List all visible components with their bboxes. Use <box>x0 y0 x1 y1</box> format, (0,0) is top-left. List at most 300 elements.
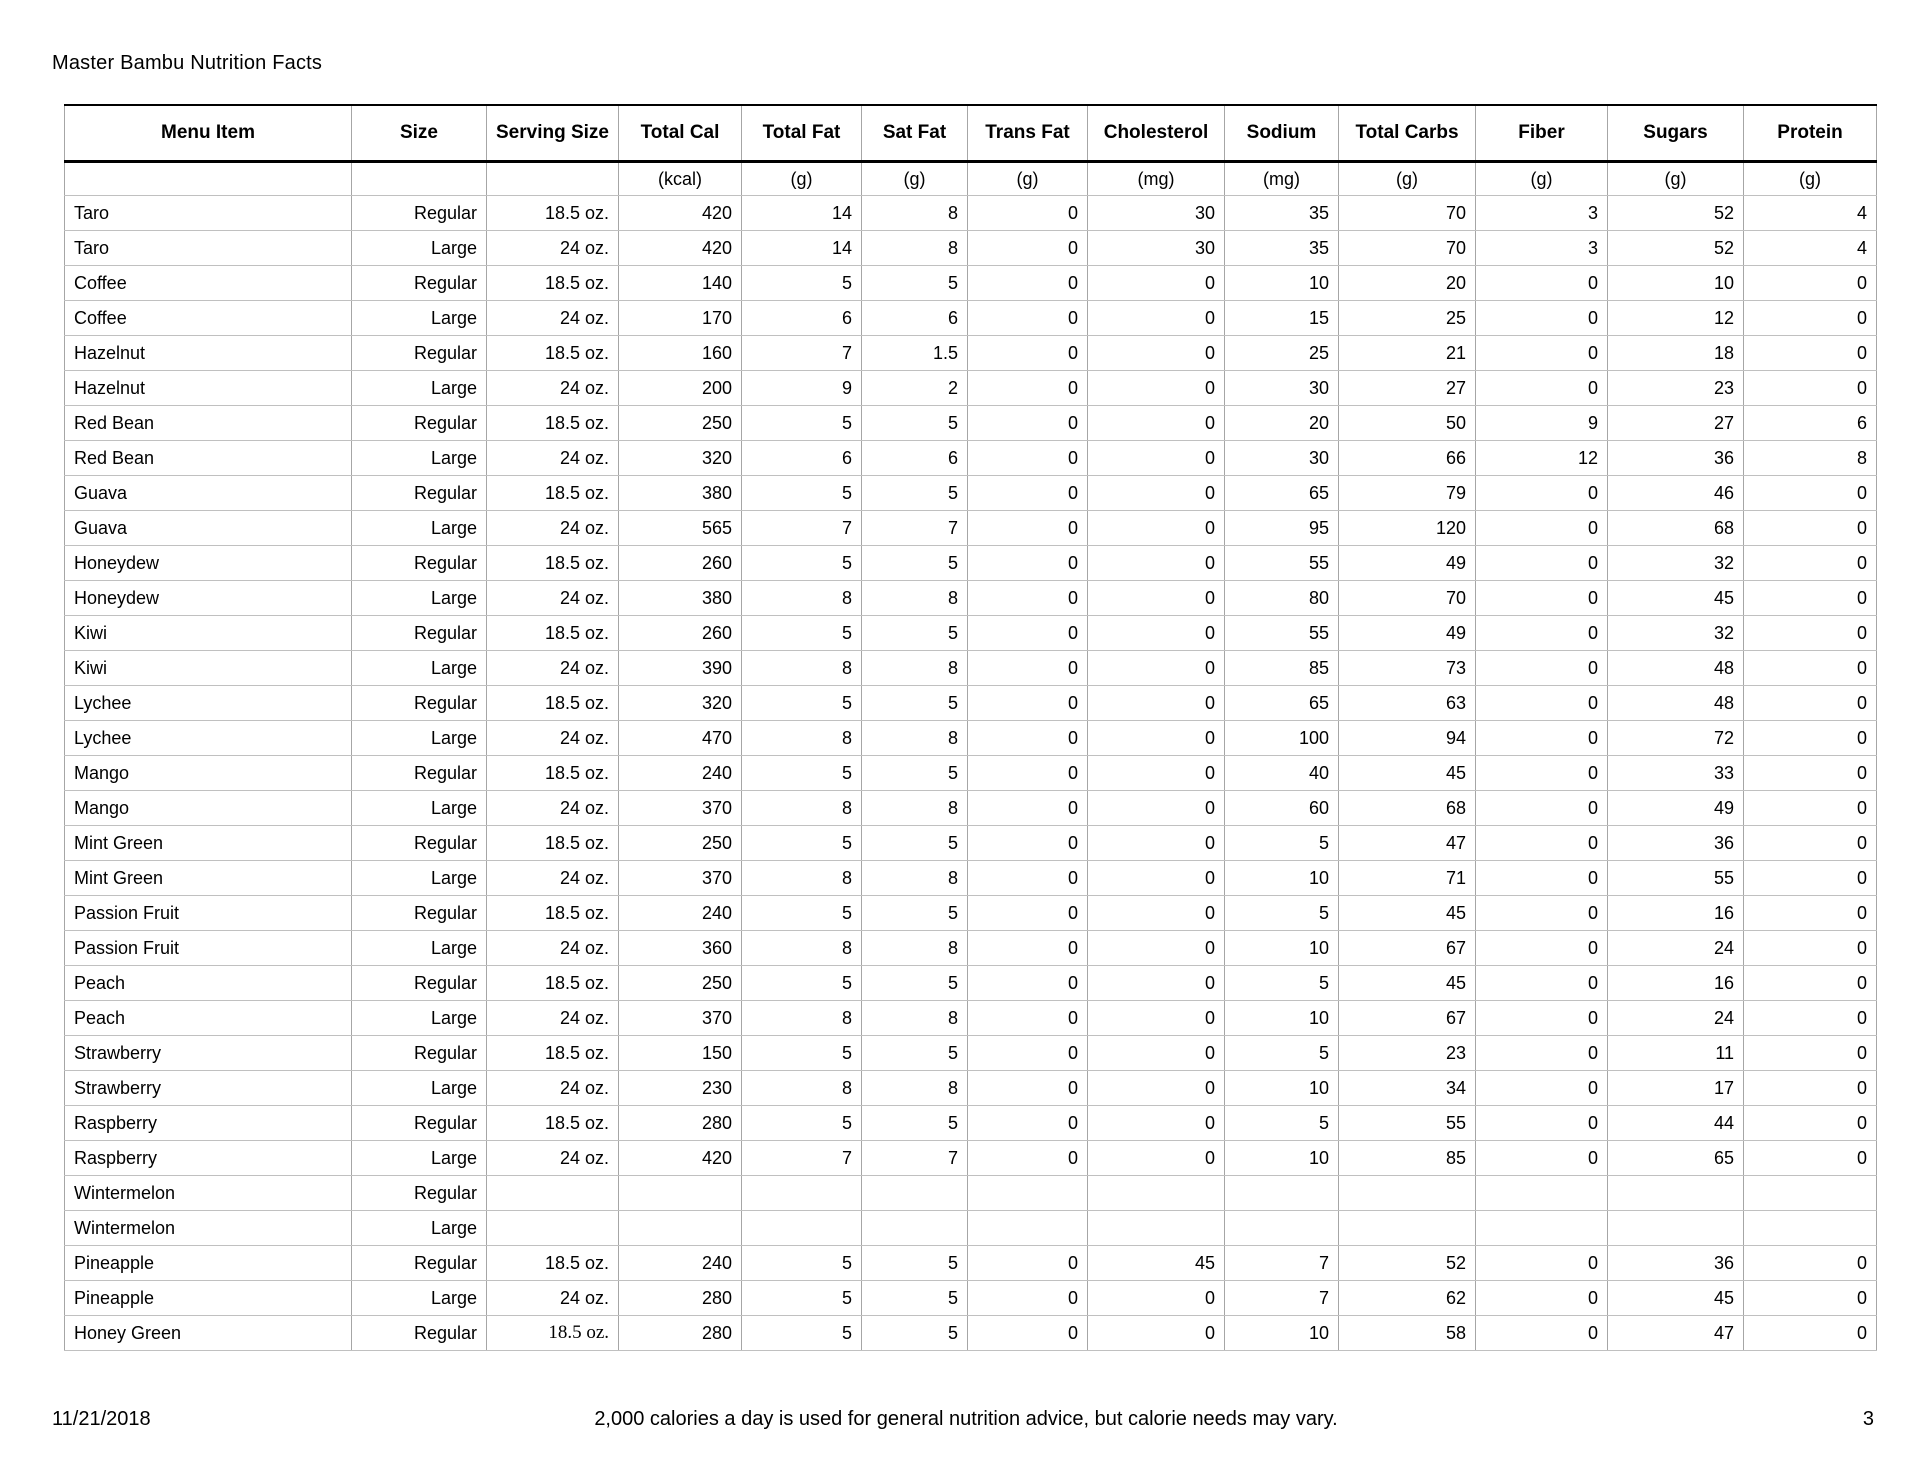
table-cell: 0 <box>968 1071 1088 1106</box>
table-cell: 52 <box>1608 196 1744 231</box>
table-cell: 45 <box>1339 756 1476 791</box>
table-cell <box>487 1176 619 1211</box>
table-row <box>65 581 1877 616</box>
table-cell: 0 <box>968 231 1088 266</box>
table-cell: 8 <box>742 1001 862 1036</box>
table-cell: 24 oz. <box>487 791 619 826</box>
page-footer <box>52 1408 1880 1436</box>
table-row <box>65 651 1877 686</box>
menu-item-cell: Mango <box>65 791 352 826</box>
table-cell: 0 <box>968 336 1088 371</box>
table-cell: 24 <box>1608 931 1744 966</box>
table-cell: 5 <box>862 266 968 301</box>
table-cell: 0 <box>1088 266 1225 301</box>
table-cell: Regular <box>352 826 487 861</box>
table-cell: 24 oz. <box>487 1281 619 1316</box>
table-cell: 52 <box>1608 231 1744 266</box>
table-cell: 50 <box>1339 406 1476 441</box>
table-cell: 45 <box>1339 896 1476 931</box>
menu-item-cell: Peach <box>65 1001 352 1036</box>
table-row <box>65 1176 1877 1211</box>
table-cell: 5 <box>742 1106 862 1141</box>
column-unit: (g) <box>1608 162 1744 196</box>
table-cell <box>619 1176 742 1211</box>
table-cell: 0 <box>1088 1036 1225 1071</box>
table-cell <box>1608 1176 1744 1211</box>
column-unit: (mg) <box>1088 162 1225 196</box>
table-cell: 0 <box>1744 1316 1877 1351</box>
table-cell: 0 <box>1476 1106 1608 1141</box>
column-header: Sugars <box>1608 105 1744 162</box>
table-cell: 21 <box>1339 336 1476 371</box>
table-cell: 260 <box>619 616 742 651</box>
menu-item-cell: Red Bean <box>65 441 352 476</box>
table-cell: 280 <box>619 1106 742 1141</box>
table-cell: 0 <box>1744 896 1877 931</box>
table-cell: 18.5 oz. <box>487 826 619 861</box>
table-row <box>65 1001 1877 1036</box>
table-cell: 370 <box>619 861 742 896</box>
table-cell: 10 <box>1225 1141 1339 1176</box>
table-cell: 0 <box>1088 1071 1225 1106</box>
table-cell: 16 <box>1608 896 1744 931</box>
table-cell: 17 <box>1608 1071 1744 1106</box>
table-cell: 5 <box>742 406 862 441</box>
table-cell: 5 <box>862 686 968 721</box>
table-cell: 5 <box>862 1036 968 1071</box>
menu-item-cell: Taro <box>65 196 352 231</box>
table-cell: 10 <box>1225 1071 1339 1106</box>
table-cell: 370 <box>619 791 742 826</box>
table-cell: 65 <box>1608 1141 1744 1176</box>
table-cell: 0 <box>1476 756 1608 791</box>
table-row <box>65 966 1877 1001</box>
table-cell: 65 <box>1225 686 1339 721</box>
table-cell: 420 <box>619 196 742 231</box>
table-cell <box>1088 1176 1225 1211</box>
table-cell: 36 <box>1608 1246 1744 1281</box>
table-cell: 95 <box>1225 511 1339 546</box>
table-cell: 0 <box>1476 476 1608 511</box>
table-cell: 8 <box>862 196 968 231</box>
table-cell: Regular <box>352 476 487 511</box>
table-cell: 27 <box>1608 406 1744 441</box>
table-cell <box>1088 1211 1225 1246</box>
table-cell <box>1744 1211 1877 1246</box>
table-cell: 5 <box>742 896 862 931</box>
table-cell: Regular <box>352 966 487 1001</box>
table-row <box>65 1246 1877 1281</box>
table-cell: Large <box>352 1211 487 1246</box>
table-cell: 0 <box>968 686 1088 721</box>
table-cell: Large <box>352 791 487 826</box>
table-cell: 3 <box>1476 231 1608 266</box>
table-cell: 8 <box>1744 441 1877 476</box>
table-cell: 24 oz. <box>487 721 619 756</box>
table-cell: 240 <box>619 756 742 791</box>
table-row <box>65 1036 1877 1071</box>
table-cell: 7 <box>862 1141 968 1176</box>
table-row <box>65 791 1877 826</box>
table-cell: Regular <box>352 1106 487 1141</box>
table-cell <box>742 1176 862 1211</box>
table-cell: Regular <box>352 266 487 301</box>
table-cell: 8 <box>862 791 968 826</box>
table-cell: 44 <box>1608 1106 1744 1141</box>
table-cell: 0 <box>1088 1141 1225 1176</box>
table-cell: 0 <box>1744 1036 1877 1071</box>
table-cell: 23 <box>1608 371 1744 406</box>
table-cell: 4 <box>1744 231 1877 266</box>
table-cell: 94 <box>1339 721 1476 756</box>
table-cell: 7 <box>742 511 862 546</box>
table-cell: Large <box>352 581 487 616</box>
table-cell: 0 <box>1476 721 1608 756</box>
table-cell: 0 <box>1744 931 1877 966</box>
menu-item-cell: Passion Fruit <box>65 931 352 966</box>
table-cell: 5 <box>1225 1106 1339 1141</box>
table-cell: 0 <box>1088 791 1225 826</box>
table-row <box>65 1106 1877 1141</box>
table-cell: Large <box>352 301 487 336</box>
table-cell: 0 <box>1088 1316 1225 1351</box>
table-cell: 0 <box>968 896 1088 931</box>
table-cell: Regular <box>352 1246 487 1281</box>
table-cell: Regular <box>352 616 487 651</box>
table-cell: 0 <box>968 791 1088 826</box>
table-cell: 7 <box>1225 1281 1339 1316</box>
menu-item-cell: Passion Fruit <box>65 896 352 931</box>
table-cell: 79 <box>1339 476 1476 511</box>
table-cell: 5 <box>862 546 968 581</box>
table-cell: 0 <box>1476 1281 1608 1316</box>
table-cell: 0 <box>1088 336 1225 371</box>
table-cell: 0 <box>1476 651 1608 686</box>
table-cell: 7 <box>862 511 968 546</box>
table-cell: 0 <box>968 581 1088 616</box>
column-unit <box>352 162 487 196</box>
table-cell: 45 <box>1608 581 1744 616</box>
table-cell: 0 <box>1476 336 1608 371</box>
menu-item-cell: Wintermelon <box>65 1176 352 1211</box>
table-cell: 5 <box>862 1316 968 1351</box>
table-cell: 62 <box>1339 1281 1476 1316</box>
table-cell: 70 <box>1339 196 1476 231</box>
table-cell: 0 <box>1744 1106 1877 1141</box>
table-cell: 470 <box>619 721 742 756</box>
table-cell: 0 <box>968 1001 1088 1036</box>
table-cell: 45 <box>1339 966 1476 1001</box>
table-cell: 67 <box>1339 1001 1476 1036</box>
table-cell: 30 <box>1088 231 1225 266</box>
column-header: Trans Fat <box>968 105 1088 162</box>
table-cell: 20 <box>1339 266 1476 301</box>
table-cell: 18.5 oz. <box>487 1036 619 1071</box>
table-cell: 18.5 oz. <box>487 686 619 721</box>
table-cell: 5 <box>1225 826 1339 861</box>
table-cell: 55 <box>1608 861 1744 896</box>
table-cell: 5 <box>742 1281 862 1316</box>
table-cell: 5 <box>742 476 862 511</box>
table-cell: Large <box>352 1071 487 1106</box>
table-cell: 5 <box>862 966 968 1001</box>
table-cell: 27 <box>1339 371 1476 406</box>
table-cell: 5 <box>1225 966 1339 1001</box>
table-cell: 0 <box>1744 686 1877 721</box>
table-cell: 5 <box>742 686 862 721</box>
table-cell: 71 <box>1339 861 1476 896</box>
table-cell <box>862 1176 968 1211</box>
table-row <box>65 826 1877 861</box>
table-cell: 49 <box>1608 791 1744 826</box>
column-header: Sat Fat <box>862 105 968 162</box>
footer-page-number: 3 <box>1862 1408 1874 1430</box>
table-cell: 47 <box>1339 826 1476 861</box>
table-cell: 65 <box>1225 476 1339 511</box>
table-cell: 0 <box>1744 1071 1877 1106</box>
table-cell: Large <box>352 231 487 266</box>
table-cell: 0 <box>968 826 1088 861</box>
table-cell: 100 <box>1225 721 1339 756</box>
menu-item-cell: Wintermelon <box>65 1211 352 1246</box>
table-cell: 170 <box>619 301 742 336</box>
table-cell: 140 <box>619 266 742 301</box>
table-cell: 8 <box>862 861 968 896</box>
table-cell: 0 <box>1476 1001 1608 1036</box>
table-cell: 0 <box>968 196 1088 231</box>
menu-item-cell: Strawberry <box>65 1036 352 1071</box>
table-cell: 0 <box>968 616 1088 651</box>
table-cell: Large <box>352 721 487 756</box>
menu-item-cell: Raspberry <box>65 1141 352 1176</box>
table-cell: 8 <box>742 581 862 616</box>
table-cell: 120 <box>1339 511 1476 546</box>
table-cell <box>1339 1211 1476 1246</box>
column-unit <box>487 162 619 196</box>
table-cell: 55 <box>1225 546 1339 581</box>
column-header: Sodium <box>1225 105 1339 162</box>
column-header: Total Carbs <box>1339 105 1476 162</box>
table-cell: 18 <box>1608 336 1744 371</box>
table-cell: 0 <box>1476 581 1608 616</box>
table-row <box>65 616 1877 651</box>
table-cell: 0 <box>1088 861 1225 896</box>
table-cell: 280 <box>619 1316 742 1351</box>
table-cell: 10 <box>1225 861 1339 896</box>
table-cell: Regular <box>352 406 487 441</box>
table-cell: 40 <box>1225 756 1339 791</box>
table-cell <box>968 1211 1088 1246</box>
table-cell: 0 <box>1744 371 1877 406</box>
table-cell: 0 <box>1088 896 1225 931</box>
column-unit <box>65 162 352 196</box>
table-cell: Large <box>352 1281 487 1316</box>
table-cell: 0 <box>1744 336 1877 371</box>
table-cell: 250 <box>619 826 742 861</box>
table-cell: 0 <box>1088 616 1225 651</box>
table-cell: Regular <box>352 1036 487 1071</box>
column-unit: (mg) <box>1225 162 1339 196</box>
menu-item-cell: Raspberry <box>65 1106 352 1141</box>
table-cell: 565 <box>619 511 742 546</box>
table-cell: 0 <box>1088 721 1225 756</box>
table-cell: 30 <box>1225 371 1339 406</box>
table-cell <box>968 1176 1088 1211</box>
table-cell: 55 <box>1225 616 1339 651</box>
table-cell: 9 <box>742 371 862 406</box>
table-row <box>65 721 1877 756</box>
table-cell: 12 <box>1476 441 1608 476</box>
table-cell: 5 <box>862 1281 968 1316</box>
table-cell: 0 <box>1476 266 1608 301</box>
menu-item-cell: Peach <box>65 966 352 1001</box>
table-cell: 18.5 oz. <box>487 266 619 301</box>
table-cell: 0 <box>1476 966 1608 1001</box>
table-row <box>65 266 1877 301</box>
table-cell: 6 <box>742 441 862 476</box>
table-cell <box>487 1211 619 1246</box>
table-cell: 8 <box>742 721 862 756</box>
table-cell: 24 oz. <box>487 581 619 616</box>
table-cell: 0 <box>1744 476 1877 511</box>
table-cell: 5 <box>862 476 968 511</box>
menu-item-cell: Coffee <box>65 266 352 301</box>
column-unit: (g) <box>862 162 968 196</box>
table-row <box>65 1211 1877 1246</box>
table-cell: 260 <box>619 546 742 581</box>
table-cell: 0 <box>1088 406 1225 441</box>
table-cell: 0 <box>1744 301 1877 336</box>
table-cell: 18.5 oz. <box>487 1106 619 1141</box>
table-cell: 0 <box>1744 546 1877 581</box>
table-cell: 18.5 oz. <box>487 1316 619 1351</box>
table-cell: 5 <box>862 826 968 861</box>
table-cell: 5 <box>862 406 968 441</box>
table-cell: 24 oz. <box>487 371 619 406</box>
table-cell: 0 <box>1476 546 1608 581</box>
table-cell: 230 <box>619 1071 742 1106</box>
table-cell <box>862 1211 968 1246</box>
table-cell: 0 <box>1088 1281 1225 1316</box>
table-cell: 160 <box>619 336 742 371</box>
header-row <box>65 105 1877 162</box>
table-cell: 0 <box>1476 1036 1608 1071</box>
table-cell: 5 <box>1225 1036 1339 1071</box>
table-cell: 35 <box>1225 231 1339 266</box>
table-cell: 35 <box>1225 196 1339 231</box>
table-cell: 7 <box>742 336 862 371</box>
table-cell: 6 <box>862 301 968 336</box>
table-cell: 0 <box>1744 616 1877 651</box>
menu-item-cell: Kiwi <box>65 616 352 651</box>
table-cell: 0 <box>968 1106 1088 1141</box>
table-cell: Large <box>352 441 487 476</box>
table-cell: 0 <box>968 301 1088 336</box>
table-cell: 10 <box>1225 1001 1339 1036</box>
table-cell: 0 <box>1088 756 1225 791</box>
table-cell: 48 <box>1608 686 1744 721</box>
table-cell: 32 <box>1608 546 1744 581</box>
table-cell: 390 <box>619 651 742 686</box>
table-cell: 85 <box>1225 651 1339 686</box>
table-cell: 70 <box>1339 581 1476 616</box>
table-cell: 0 <box>1088 931 1225 966</box>
table-row <box>65 1141 1877 1176</box>
table-cell: 0 <box>1476 861 1608 896</box>
table-cell: 8 <box>862 651 968 686</box>
document-title: Master Bambu Nutrition Facts <box>52 52 323 74</box>
table-cell <box>1339 1176 1476 1211</box>
table-cell: 0 <box>1744 861 1877 896</box>
table-row <box>65 896 1877 931</box>
table-cell: 0 <box>1088 301 1225 336</box>
table-row <box>65 1316 1877 1351</box>
table-cell: 0 <box>1476 791 1608 826</box>
table-cell: 47 <box>1608 1316 1744 1351</box>
table-cell: 10 <box>1225 266 1339 301</box>
table-cell: 5 <box>742 1316 862 1351</box>
table-cell: 0 <box>1476 1246 1608 1281</box>
table-cell: 18.5 oz. <box>487 616 619 651</box>
table-cell: 0 <box>1476 1316 1608 1351</box>
table-cell: 0 <box>1088 651 1225 686</box>
table-cell: 5 <box>742 966 862 1001</box>
column-unit: (g) <box>742 162 862 196</box>
table-cell: 36 <box>1608 441 1744 476</box>
menu-item-cell: Hazelnut <box>65 336 352 371</box>
table-cell: 23 <box>1339 1036 1476 1071</box>
table-row <box>65 511 1877 546</box>
table-cell: 8 <box>742 791 862 826</box>
table-cell: 70 <box>1339 231 1476 266</box>
table-cell: 8 <box>742 931 862 966</box>
table-cell: 380 <box>619 476 742 511</box>
table-cell: 0 <box>1476 1071 1608 1106</box>
table-cell: 24 oz. <box>487 441 619 476</box>
column-header: Total Cal <box>619 105 742 162</box>
column-unit: (g) <box>968 162 1088 196</box>
table-cell: 85 <box>1339 1141 1476 1176</box>
table-cell: 380 <box>619 581 742 616</box>
menu-item-cell: Lychee <box>65 686 352 721</box>
table-cell: Regular <box>352 1176 487 1211</box>
table-cell: 4 <box>1744 196 1877 231</box>
table-cell: 52 <box>1339 1246 1476 1281</box>
table-cell: Large <box>352 1141 487 1176</box>
menu-item-cell: Coffee <box>65 301 352 336</box>
table-cell: 18.5 oz. <box>487 336 619 371</box>
table-row <box>65 371 1877 406</box>
table-cell <box>1225 1211 1339 1246</box>
table-cell: 63 <box>1339 686 1476 721</box>
table-cell: 33 <box>1608 756 1744 791</box>
table-cell: 0 <box>1476 931 1608 966</box>
table-cell: 0 <box>968 721 1088 756</box>
table-cell: 24 oz. <box>487 931 619 966</box>
column-header: Menu Item <box>65 105 352 162</box>
table-cell: 8 <box>862 721 968 756</box>
table-cell: 32 <box>1608 616 1744 651</box>
table-cell: 0 <box>1744 791 1877 826</box>
table-cell: 0 <box>1744 651 1877 686</box>
table-cell: 20 <box>1225 406 1339 441</box>
table-cell: 0 <box>968 756 1088 791</box>
table-cell: 14 <box>742 196 862 231</box>
table-cell <box>1608 1211 1744 1246</box>
menu-item-cell: Guava <box>65 511 352 546</box>
table-cell: 0 <box>1476 896 1608 931</box>
table-row <box>65 196 1877 231</box>
